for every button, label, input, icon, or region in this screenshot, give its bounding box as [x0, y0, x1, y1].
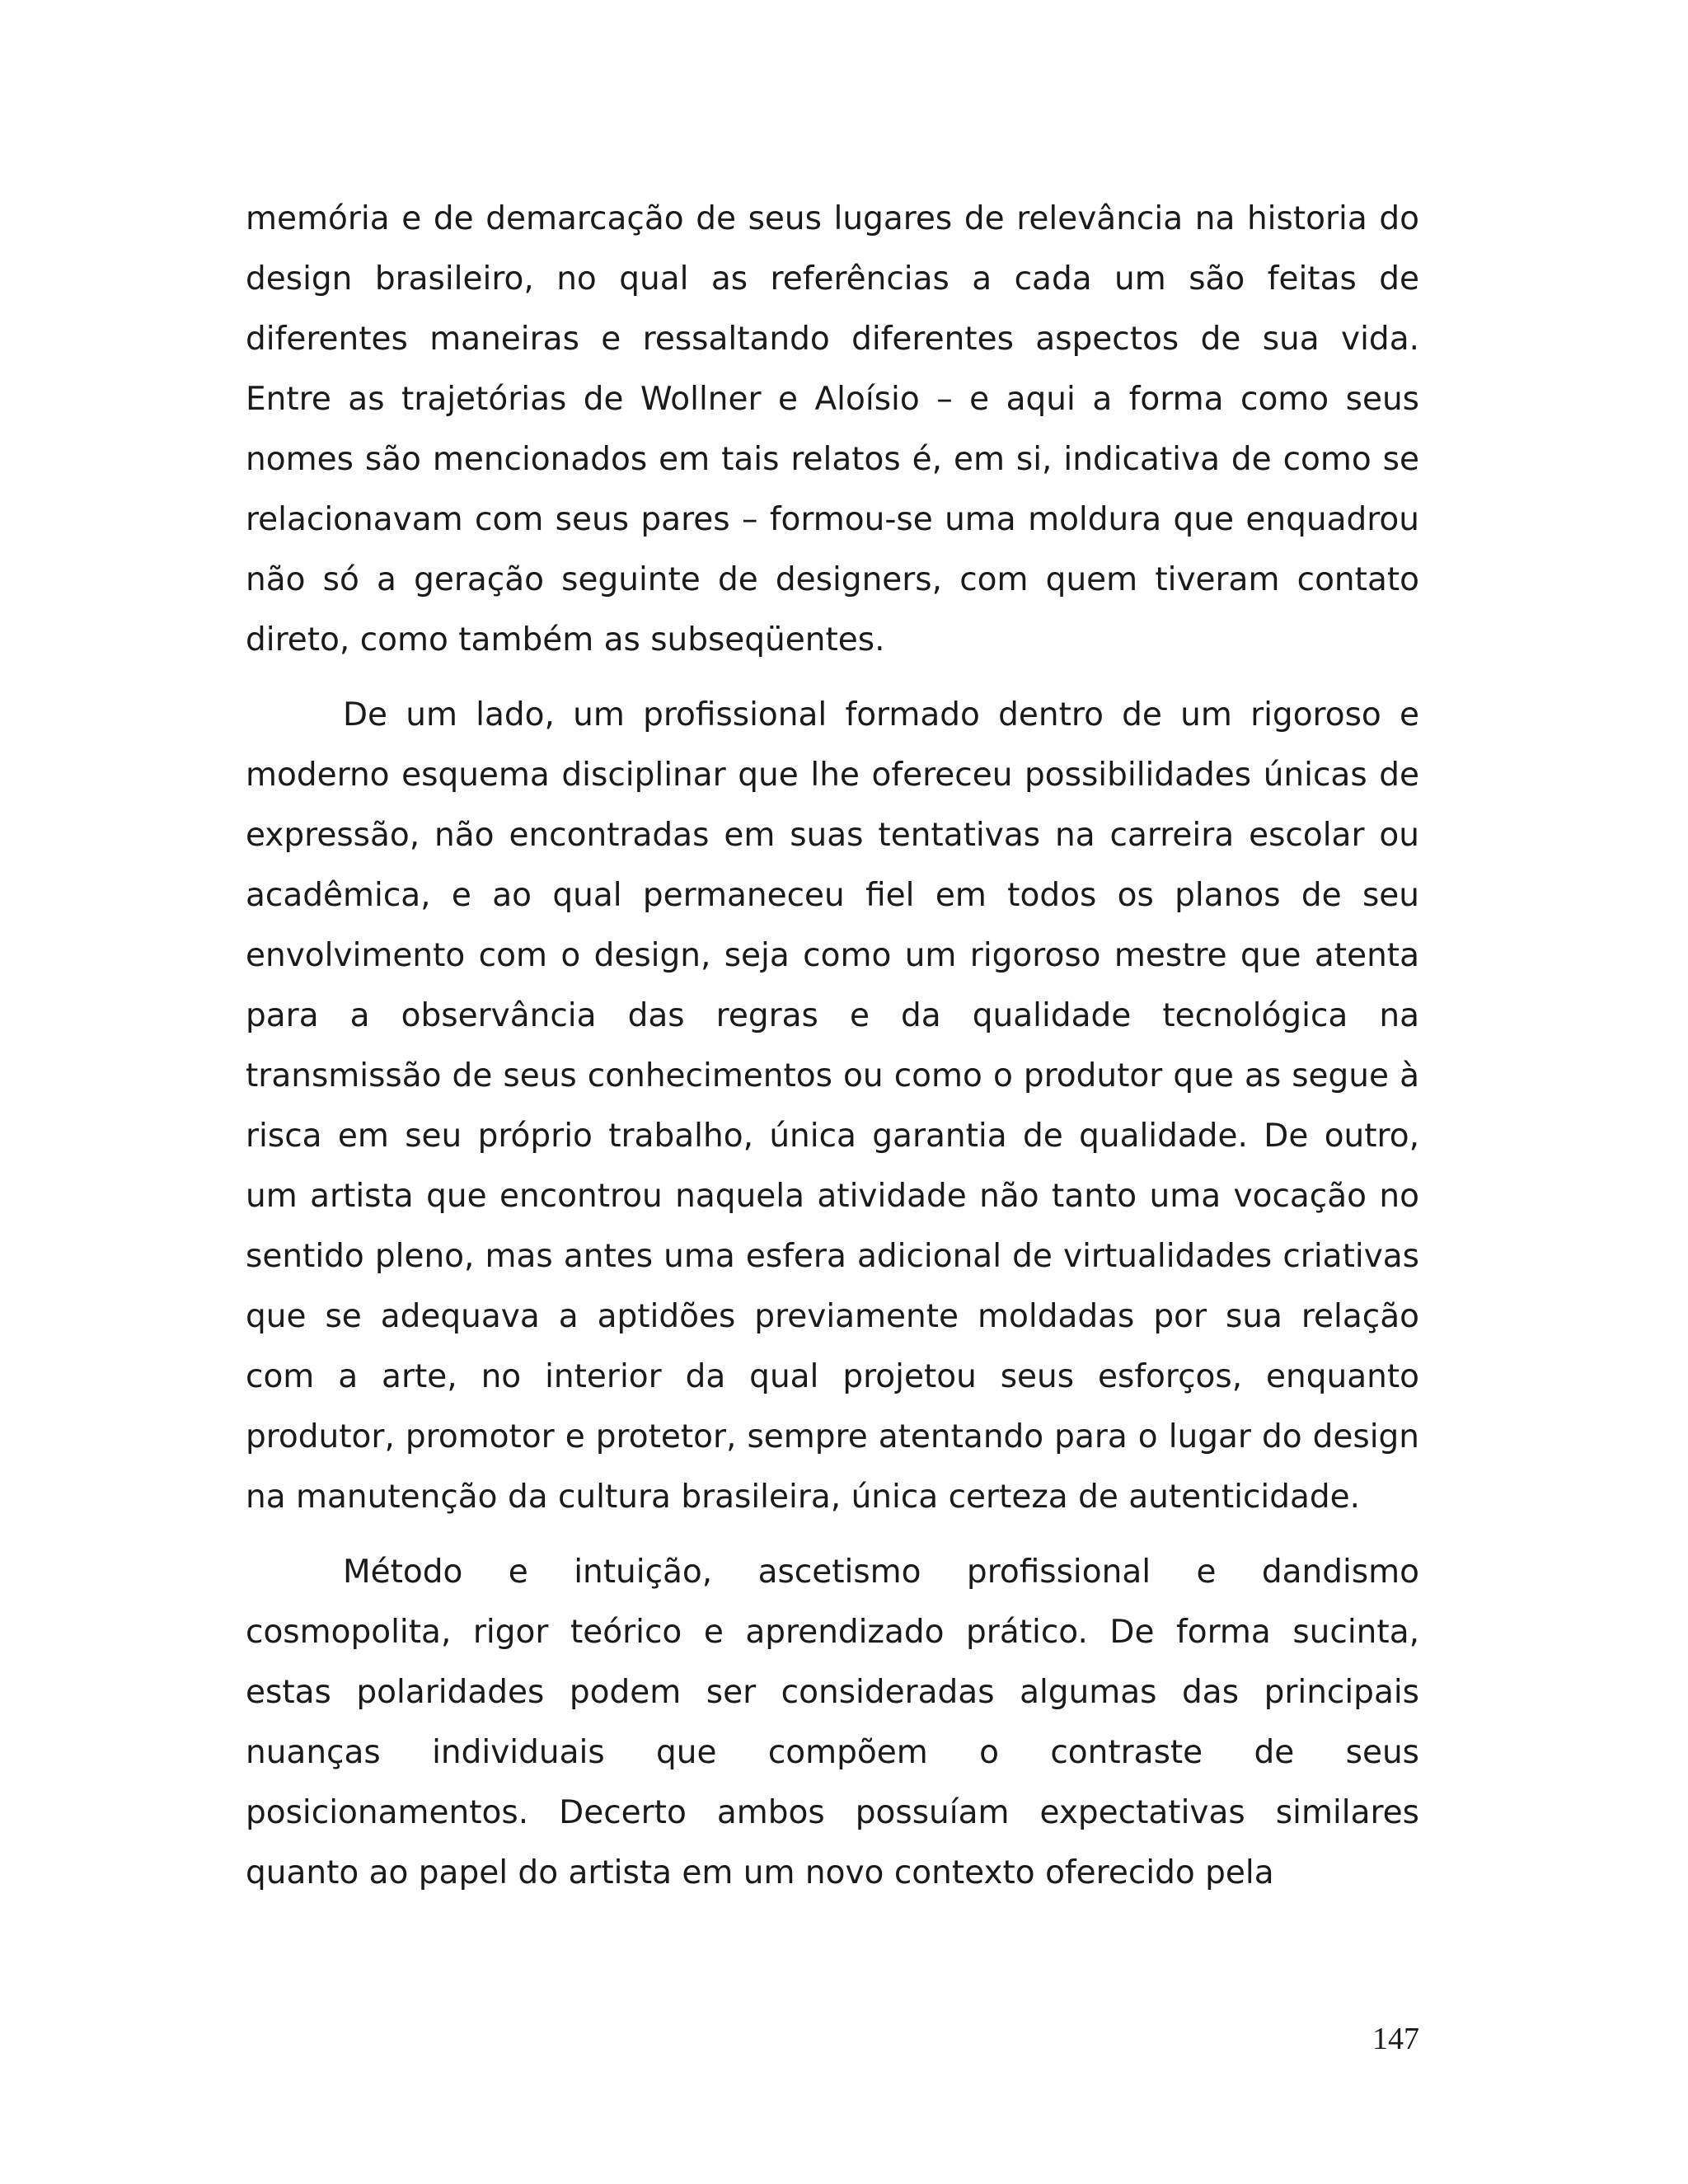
paragraph-continuation: memória e de demarcação de seus lugares de relevância na historia do design brasileiro, no qual as referências a cada um são feitas de diferentes maneiras e ressaltando diferentes aspectos de sua vida. Entre as trajetórias de Wollner e Aloísio – e aqui a forma como seus nomes são mencionados em tais relatos é, em si, indicativa de como se relacionavam com seus pares – formou-se uma moldura que enquadrou não só a geração seguinte de designers, com quem tiveram contato direto, como também as subseqüentes.	[246, 200, 1419, 658]
body-text	[246, 189, 1419, 1903]
page-number: 147	[1372, 2022, 1419, 2056]
paragraph: Método e intuição, ascetismo profissional e dandismo cosmopolita, rigor teórico e aprendizado prático. De forma sucinta, estas polaridades podem ser consideradas algumas das principais nuanças individuais que compõem o contraste de seus posicionamentos. Decerto ambos possuíam expectativas similares quanto ao papel do artista em um novo contexto oferecido pela	[246, 1554, 1419, 1891]
paragraph: De um lado, um profissional formado dentro de um rigoroso e moderno esquema disciplinar que lhe ofereceu possibilidades únicas de expressão, não encontradas em suas tentativas na carreira escolar ou acadêmica, e ao qual permaneceu fiel em todos os planos de seu envolvimento com o design, seja como um rigoroso mestre que atenta para a observância das regras e da qualidade tecnológica na transmissão de seus conhecimentos ou como o produtor que as segue à risca em seu próprio trabalho, única garantia de qualidade. De outro, um artista que encontrou naquela atividade não tanto uma vocação no sentido pleno, mas antes uma esfera adicional de virtualidades criativas que se adequava a aptidões previamente moldadas por sua relação com a arte, no interior da qual projetou seus esforços, enquanto produtor, promotor e protetor, sempre atentando para o lugar do design na manutenção da cultura brasileira, única certeza de autenticidade.	[246, 696, 1419, 1516]
